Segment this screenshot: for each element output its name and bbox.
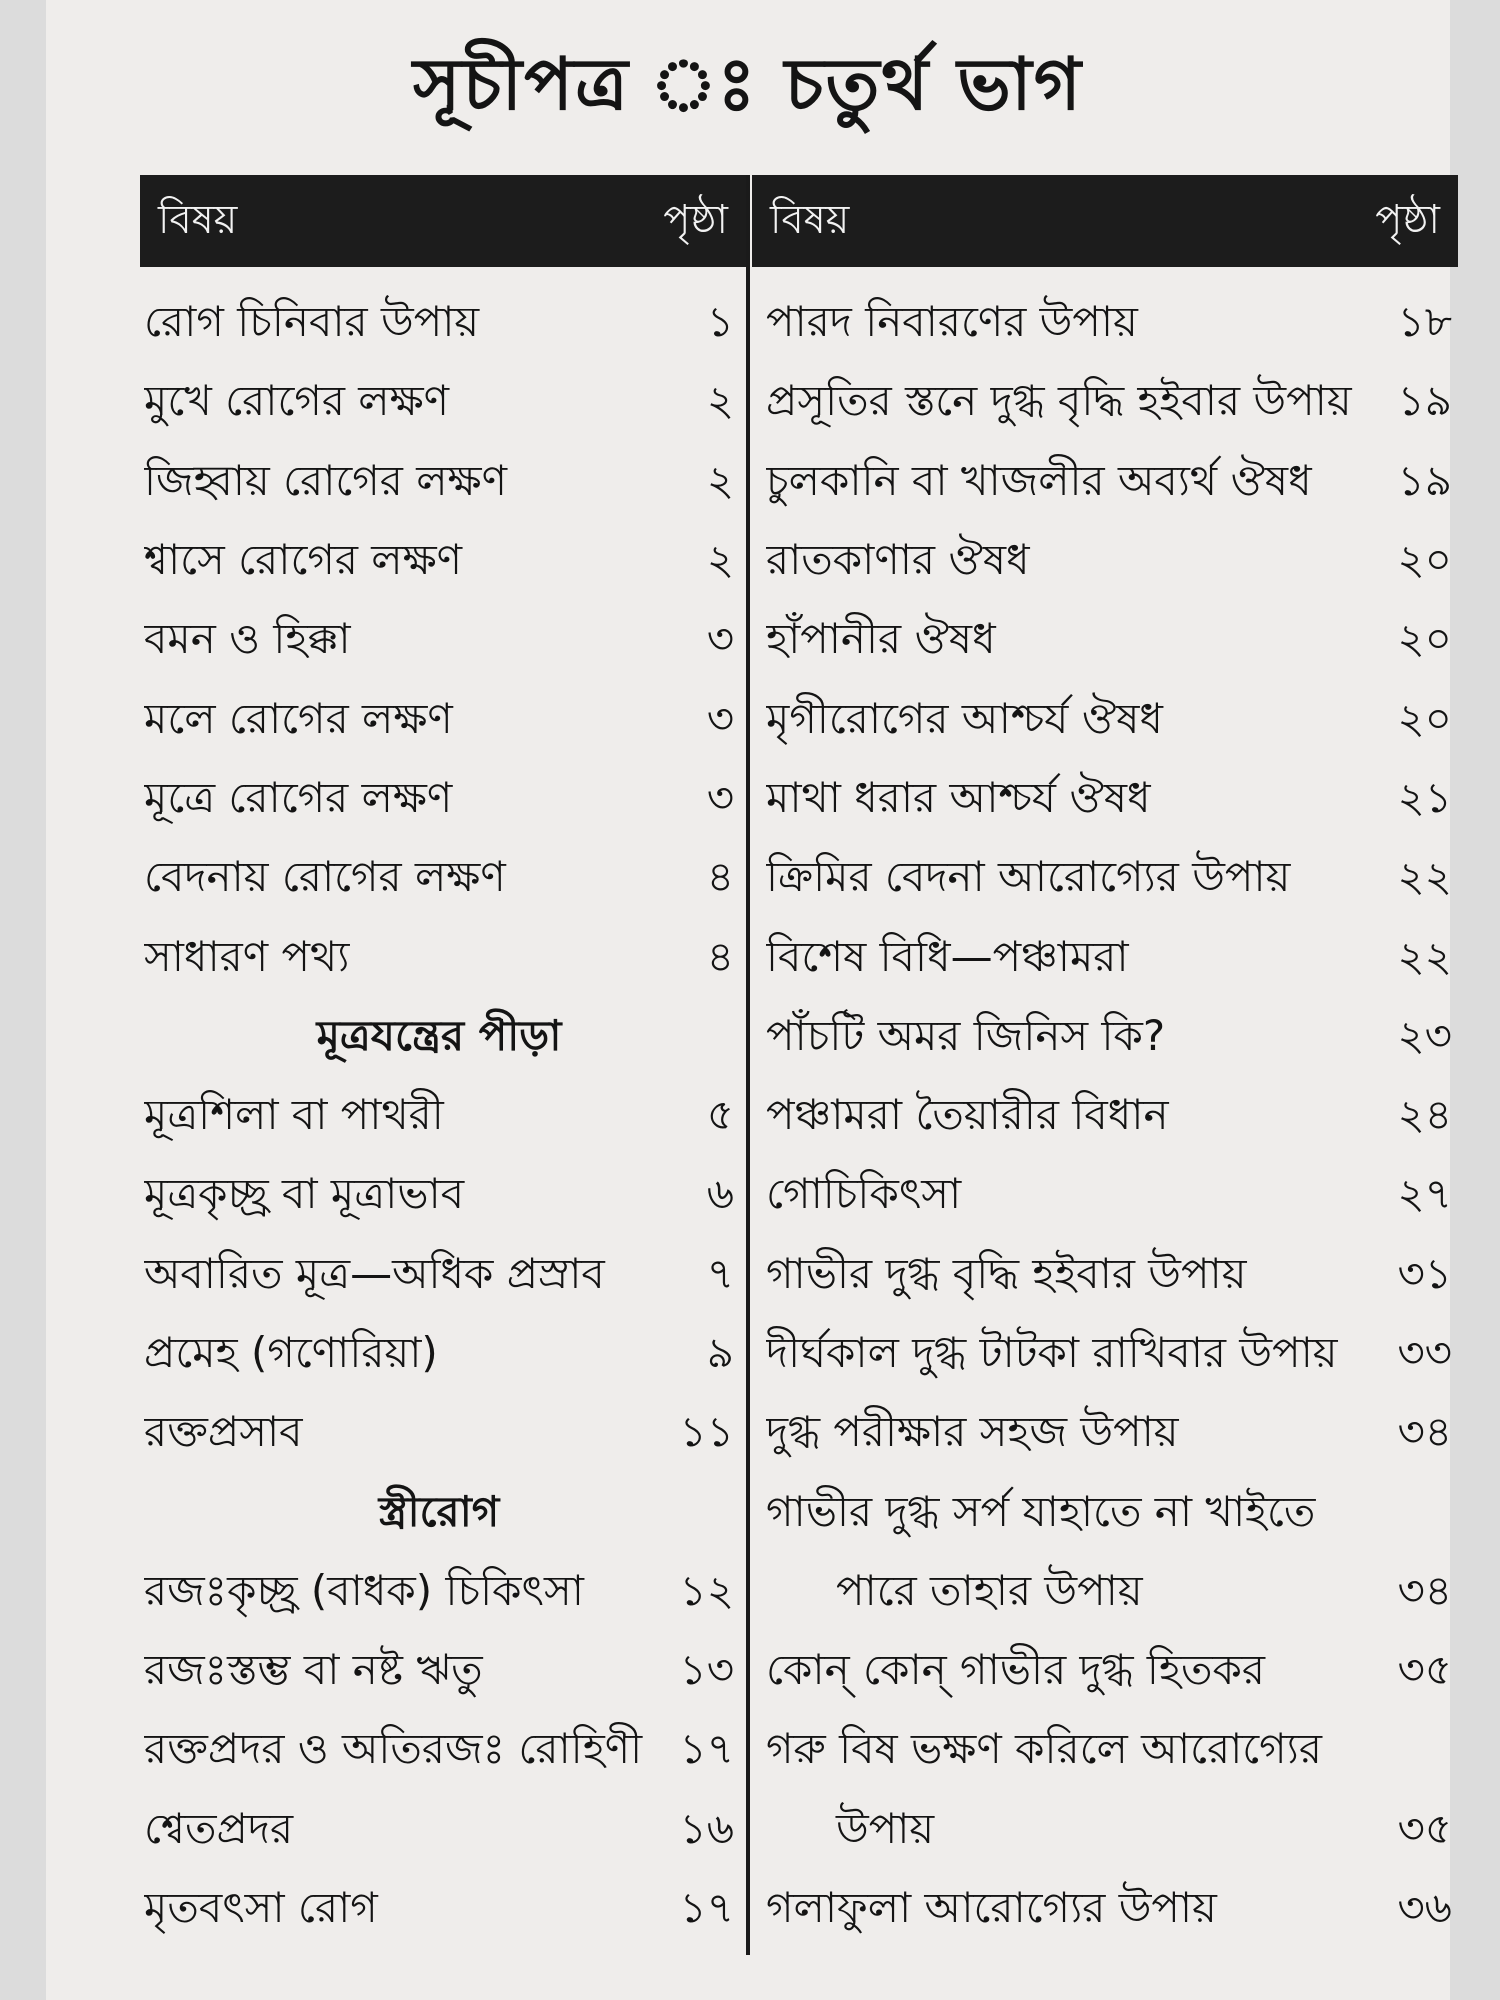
right-table-header — [752, 175, 1458, 267]
toc-entry: রক্তপ্রদর ও অতিরজঃ রোহিণী ১৭ — [144, 1724, 734, 1774]
toc-entry: মুখে রোগের লক্ষণ ২ — [144, 376, 734, 426]
toc-entry: শ্বেতপ্রদর ১৬ — [144, 1803, 734, 1853]
left-table-header — [140, 175, 746, 267]
subject-header: বিষয় — [158, 196, 238, 243]
left-column — [140, 175, 746, 1950]
toc-entry: দুগ্ধ পরীক্ষার সহজ উপায় ৩৪ — [766, 1407, 1452, 1457]
toc-entry: মাথা ধরার আশ্চর্য ঔষধ ২১ — [766, 772, 1452, 822]
toc-entry: মূত্রে রোগের লক্ষণ ৩ — [144, 772, 734, 822]
toc-entry: বিশেষ বিধি—পঞ্চামরা ২২ — [766, 931, 1452, 981]
toc-entry: শ্বাসে রোগের লক্ষণ ২ — [144, 535, 734, 585]
toc-entry: রোগ চিনিবার উপায় ১ — [144, 297, 734, 347]
page-title: সূচীপত্র ঃ চতুর্থ ভাগ — [413, 42, 1083, 126]
toc-entry: রক্তপ্রসাব ১১ — [144, 1407, 734, 1457]
toc-entry: গাভীর দুগ্ধ সর্প যাহাতে না খাইতে — [766, 1486, 1316, 1536]
column-divider — [746, 175, 750, 1955]
toc-entry: রাতকাণার ঔষধ ২০ — [766, 535, 1452, 585]
toc-entry: মৃগীরোগের আশ্চর্য ঔষধ ২০ — [766, 693, 1452, 743]
toc-entry-continuation: পারে তাহার উপায় ৩৪ — [836, 1565, 1452, 1615]
right-column — [752, 175, 1458, 1950]
toc-entry: রজঃস্তম্ভ বা নষ্ট ঋতু ১৩ — [144, 1645, 734, 1695]
toc-entry: পাঁচটি অমর জিনিস কি? ২৩ — [766, 1010, 1452, 1060]
toc-entry: গোচিকিৎসা ২৭ — [766, 1169, 1452, 1219]
toc-entry: গলাফুলা আরোগ্যের উপায় ৩৬ — [766, 1883, 1452, 1933]
toc-entry: মূত্রকৃচ্ছ্র বা মূত্রাভাব ৬ — [144, 1169, 734, 1219]
left-entries — [140, 285, 746, 1950]
toc-entry: পঞ্চামরা তৈয়ারীর বিধান ২৪ — [766, 1090, 1452, 1140]
subject-header: বিষয় — [770, 196, 850, 243]
toc-entry: গরু বিষ ভক্ষণ করিলে আরোগ্যের — [766, 1724, 1322, 1774]
toc-entry: অবারিত মূত্র—অধিক প্রস্রাব ৭ — [144, 1248, 734, 1298]
toc-entry: মূত্রশিলা বা পাথরী ৫ — [144, 1090, 734, 1140]
toc-entry-continuation: উপায় ৩৫ — [836, 1803, 1452, 1853]
toc-entry: মলে রোগের লক্ষণ ৩ — [144, 693, 734, 743]
toc-entry: বেদনায় রোগের লক্ষণ ৪ — [144, 852, 734, 902]
toc-entry: বমন ও হিক্কা ৩ — [144, 614, 734, 664]
toc-entry: ক্রিমির বেদনা আরোগ্যের উপায় ২২ — [766, 852, 1452, 902]
toc-entry: চুলকানি বা খাজলীর অব্যর্থ ঔষধ ১৯ — [766, 455, 1452, 505]
toc-entry: জিহ্বায় রোগের লক্ষণ ২ — [144, 455, 734, 505]
toc-entry: গাভীর দুগ্ধ বৃদ্ধি হইবার উপায় ৩১ — [766, 1248, 1452, 1298]
page-header: পৃষ্ঠা — [663, 196, 728, 243]
toc-entry: রজঃকৃচ্ছ্র (বাধক) চিকিৎসা ১২ — [144, 1565, 734, 1615]
toc-entry: সাধারণ পথ্য ৪ — [144, 931, 734, 981]
page — [46, 0, 1450, 2000]
section-heading: স্ত্রীরোগ — [378, 1486, 500, 1536]
toc-entry: মৃতবৎসা রোগ ১৭ — [144, 1883, 734, 1933]
section-heading: মূত্রযন্ত্রের পীড়া — [316, 1010, 562, 1060]
toc-entry: কোন্ কোন্ গাভীর দুগ্ধ হিতকর ৩৫ — [766, 1645, 1452, 1695]
page-header: পৃষ্ঠা — [1375, 196, 1440, 243]
toc-entry: হাঁপানীর ঔষধ ২০ — [766, 614, 1452, 664]
toc-entry: প্রসূতির স্তনে দুগ্ধ বৃদ্ধি হইবার উপায় ১৯ — [766, 376, 1452, 426]
toc-entry: দীর্ঘকাল দুগ্ধ টাটকা রাখিবার উপায় ৩৩ — [766, 1328, 1452, 1377]
toc-entry: পারদ নিবারণের উপায় ১৮ — [766, 297, 1452, 347]
right-entries — [752, 285, 1458, 1950]
toc-entry: প্রমেহ (গণোরিয়া) ৯ — [144, 1328, 734, 1377]
